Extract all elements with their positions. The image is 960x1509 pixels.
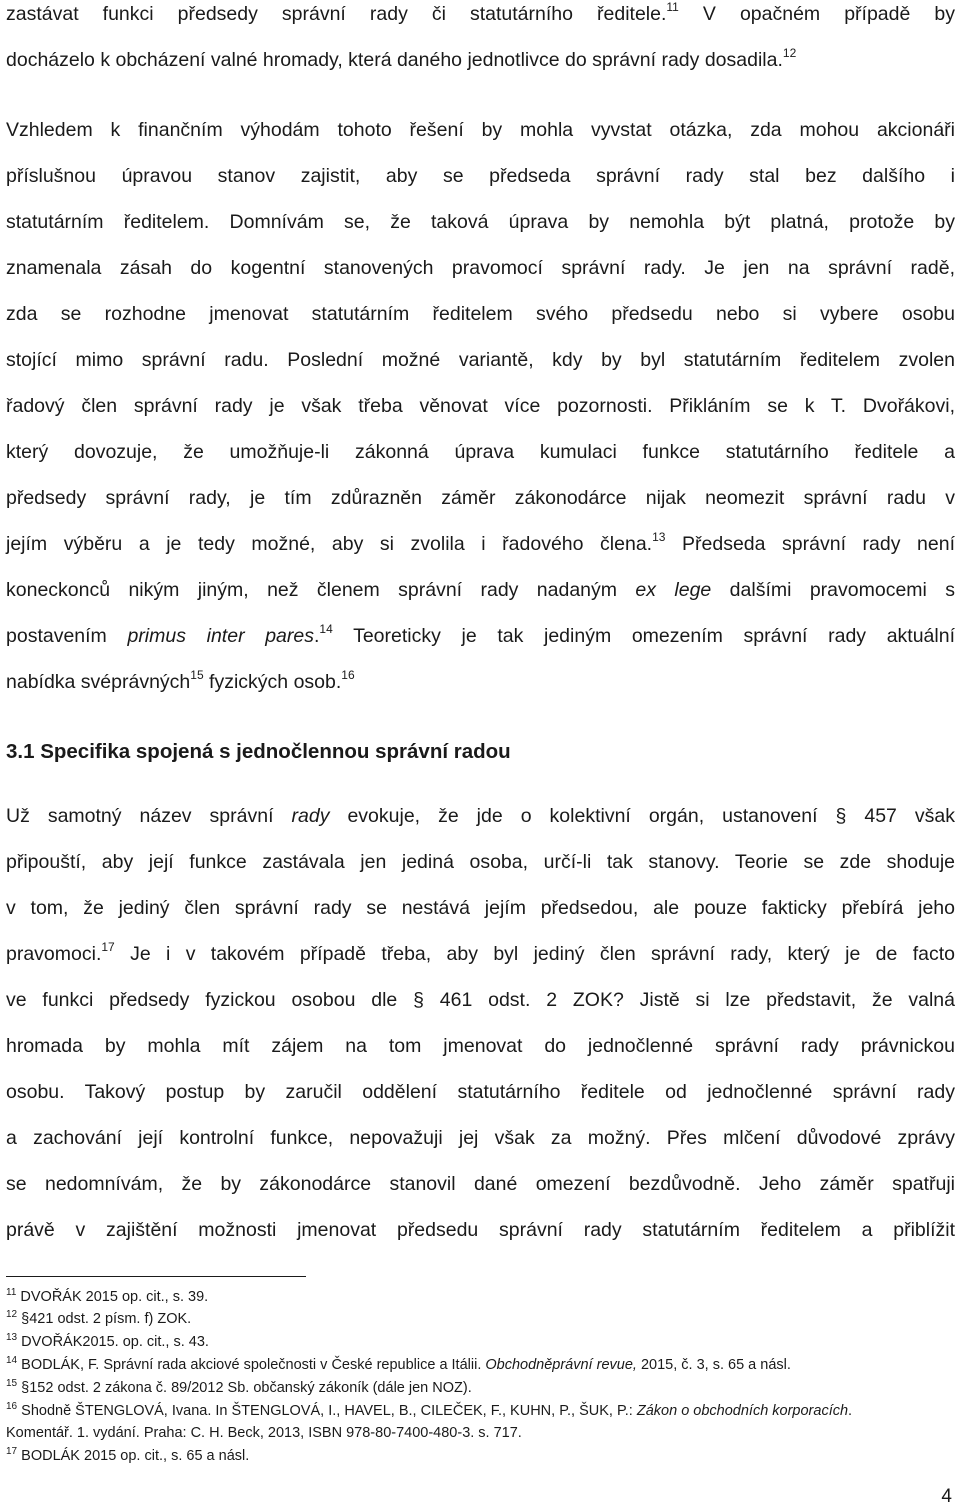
body-line: osobu. Takový postup by zaručil oddělení statutárního ředitele od jednočlenné správní rady bbox=[6, 1081, 955, 1103]
body-line: znamenala zásah do kogentní stanovených pravomocí správní rady. Je jen na správní radě, bbox=[6, 257, 955, 279]
body-line: předsedy správní rady, je tím zdůrazněn záměr zákonodárce nijak neomezit správní radu v bbox=[6, 487, 955, 509]
body-line: který dovozuje, že umožňuje-li zákonná úprava kumulaci funkce statutárního ředitele a bbox=[6, 441, 955, 463]
body-line: jejím výběru a je tedy možné, aby si zvolila i řadového člena.$^{13}$ Předseda správní rady není bbox=[6, 530, 956, 555]
body-line: se nedomnívám, že by zákonodárce stanovil dané omezení bezdůvodně. Jeho záměr spatřuji bbox=[6, 1173, 955, 1195]
body-line: statutárním ředitelem. Domnívám se, že taková úprava by nemohla být platná, protože by bbox=[6, 211, 955, 233]
body-line: příslušnou úpravou stanov zajistit, aby se předseda správní rady stal bez dalšího i bbox=[6, 165, 955, 187]
footnote-ref: 12 bbox=[782, 46, 797, 60]
body-line: právě v zajištění možnosti jmenovat předsedu správní rady statutárním ředitelem a přiblížit bbox=[6, 1219, 955, 1241]
section-heading: 3.1 Specifika spojená s jednočlennou správní radou bbox=[6, 740, 511, 763]
body-line: a zachování její kontrolní funkce, nepovažuji jej však za možný. Přes mlčení důvodové zprávy bbox=[6, 1127, 955, 1149]
body-line: hromada by mohla mít zájem na tom jmenovat do jednočlenné správní rady právnickou bbox=[6, 1035, 955, 1057]
footnote: $^{12}$ §421 odst. 2 písm. f) ZOK. bbox=[6, 1309, 192, 1327]
footnote: $^{13}$ DVOŘÁK2015. op. cit., s. 43. bbox=[6, 1332, 209, 1350]
footnote-ref: 13 bbox=[652, 530, 666, 544]
footnote: $^{11}$ DVOŘÁK 2015 op. cit., s. 39. bbox=[6, 1287, 209, 1305]
footnote: $^{17}$ BODLÁK 2015 op. cit., s. 65 a násl. bbox=[6, 1446, 250, 1464]
footnote-ref: 14 bbox=[319, 622, 333, 636]
body-line: nabídka svéprávných$^{15}$ fyzických osob.$^{16}$ bbox=[6, 668, 355, 693]
body-line: pravomoci.$^{17}$ Je i v takovém případě třeba, aby byl jediný člen správní rady, který je de facto bbox=[6, 940, 955, 965]
body-line: stojící mimo správní radu. Poslední možné variantě, kdy by byl statutárním ředitelem zvolen bbox=[6, 349, 955, 371]
page-number: 4 bbox=[941, 1486, 952, 1507]
body-line: v tom, že jediný člen správní rady se nestává jejím předsedou, ale pouze fakticky přebírá jeho bbox=[6, 897, 955, 919]
footnote: $^{14}$ BODLÁK, F. Správní rada akciové společnosti v České republice a Itálii. Obchodněprávní revue, 2015, č. 3, s. 65 a násl. bbox=[6, 1355, 791, 1373]
body-line: připouští, aby její funkce zastávala jen jediná osoba, určí-li tak stanovy. Teorie se zde shoduje bbox=[6, 851, 955, 873]
body-line: koneckonců nikým jiným, než členem správní rady nadaným ex lege dalšími pravomocemi s bbox=[6, 579, 955, 601]
body-line: Už samotný název správní rady evokuje, že jde o kolektivní orgán, ustanovení § 457 však bbox=[6, 805, 955, 827]
footnote-ref: 11 bbox=[666, 0, 679, 14]
body-line: zda se rozhodne jmenovat statutárním ředitelem svého předsedu nebo si vybere osobu bbox=[6, 303, 955, 325]
footnote-ref: 17 bbox=[101, 940, 115, 954]
footnote: $^{15}$ §152 odst. 2 zákona č. 89/2012 Sb. občanský zákoník (dále jen NOZ). bbox=[6, 1378, 472, 1396]
footnote-separator bbox=[6, 1276, 306, 1277]
body-line: zastávat funkci předsedy správní rady či statutárního ředitele.$^{11}$ V opačném případě by bbox=[6, 0, 955, 25]
body-line: Vzhledem k finančním výhodám tohoto řešení by mohla vyvstat otázka, zda mohou akcionáři bbox=[6, 119, 955, 141]
footnote-ref: 16 bbox=[341, 668, 355, 682]
body-line: docházelo k obcházení valné hromady, která daného jednotlivce do správní rady dosadila.$^{12}$ bbox=[6, 46, 797, 71]
body-line: ve funkci předsedy fyzickou osobou dle § 461 odst. 2 ZOK? Jistě si lze představit, že valná bbox=[6, 989, 955, 1011]
body-line: řadový člen správní rady je však třeba věnovat více pozornosti. Přikláním se k T. Dvořákovi, bbox=[6, 395, 955, 417]
footnote-ref: 15 bbox=[190, 668, 204, 682]
footnote: Komentář. 1. vydání. Praha: C. H. Beck, 2013, ISBN 978-80-7400-480-3. s. 717. bbox=[6, 1425, 522, 1441]
body-line: postavením primus inter pares.$^{14}$ Teoreticky je tak jediným omezením správní rady aktuální bbox=[6, 622, 955, 647]
footnote: $^{16}$ Shodně ŠTENGLOVÁ, Ivana. In ŠTENGLOVÁ, I., HAVEL, B., CILEČEK, F., KUHN, P., ŠUK, P.: Zákon o obchodních korporacích. bbox=[6, 1401, 853, 1419]
